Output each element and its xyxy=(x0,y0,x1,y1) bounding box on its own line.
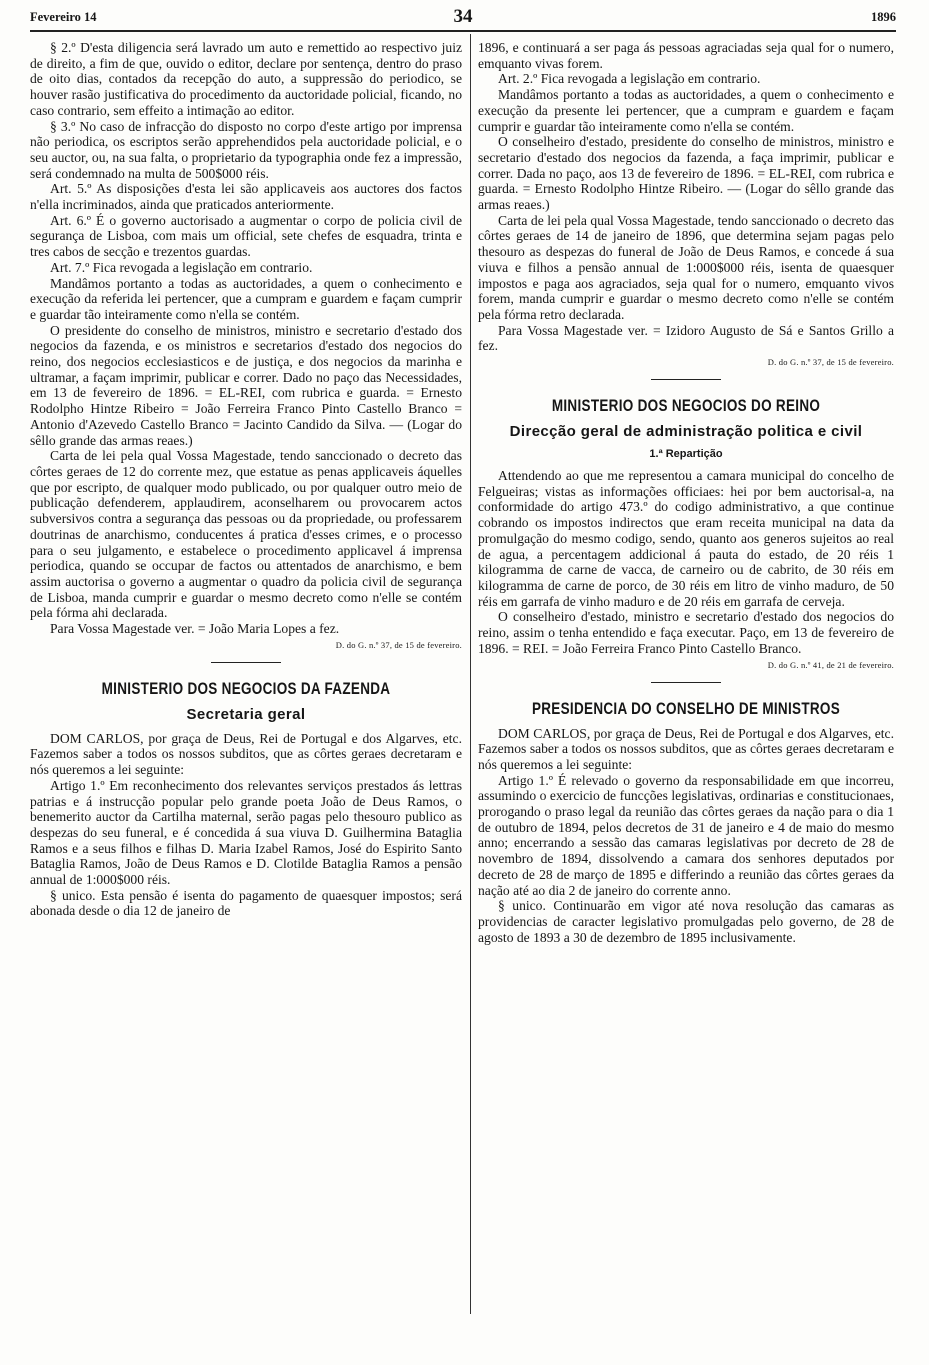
paragraph: Carta de lei pela qual Vossa Magestade, tendo sanccionado o decreto das côrtes geraes de 14 de janeiro de 1896, que determina sejam pagas pelo thesouro as despezas do funeral de João de Deus Ramos, e concede á sua viuva e filhos a pensão annual de 1:000$000 réis, isenta de quaesquer impostos e paga aos agraciados, seja qual for o numero, emquanto vivos forem, manda cumprir e guardar o mesmo decreto como n'elle se contém pela fórma retro declarada. xyxy=(478,212,894,322)
paragraph: DOM CARLOS, por graça de Deus, Rei de Portugal e dos Algarves, etc. Fazemos saber a todos os nossos subditos, que as côrtes geraes decretaram e nós queremos a lei seguinte: xyxy=(30,730,462,778)
paragraph: § 3.º No caso de infracção do disposto no corpo d'este artigo por imprensa não periodica, os escriptos serão apprehendidos pela auctoridade policial, e o seu auctor, ou, na sua falta, o proprietario da typographia onde fez a impressão, será condemnado na multa de 500$000 réis. xyxy=(30,118,462,181)
paragraph: O presidente do conselho de ministros, ministro e secretario d'estado dos negocios da fazenda, e os ministros e secretarios d'estado dos negocios do reino, dos negocios ecclesiasticos e de justiça, e dos negocios da marinha e ultramar, a façam imprimir, publicar e correr. Dado no paço das Necessidades, em 13 de fevereiro de 1896. = EL-REI, com rubrica e guarda. = Ernesto Rodolpho Hintze Ribeiro = João Ferreira Franco Pinto Castello Branco = Antonio d'Azevedo Castello Branco = Jacinto Candido da Silva. — (Logar do sêllo grande das armas reaes.) xyxy=(30,322,462,448)
column-divider xyxy=(470,34,471,1314)
paragraph: § 2.º D'esta diligencia será lavrado um auto e remettido ao respectivo juiz de direito, a fim de que, ouvido o editor, declare por sentença, dentro do praso de oito dias, contados da recepção do auto, a suppressão do periodico, se houver rasão justificativa do procedimento da auctoridade policial, ficando, no caso contrario, sem effeito a intimação ao editor. xyxy=(30,40,462,118)
source-citation: D. do G. n.º 37, de 15 de fevereiro. xyxy=(335,639,462,650)
source-citation: D. do G. n.º 41, de 21 de fevereiro. xyxy=(767,659,894,670)
paragraph: Attendendo ao que me representou a camara municipal do concelho de Felgueiras; vistas as informações officiaes: hei por bem auctorisal-a, na conformidade do artigo 473.º do codigo administrativo, a que continue cobrando os impostos indirectos que eram receita municipal na data da promulgação do mesmo codigo, sendo, quanto aos generos sujeitos ao real de agua, a percentagem addicional á pauta do estado, de 20 réis 1 kilogramma de carne de vacca, de carneiro ou de cabrito, de 30 réis em kilogramma de carne de porco, de 30 réis em litro de vinho maduro, de 50 réis em garrafa de vinho maduro e de 20 réis em garrafa de cerveja. xyxy=(478,468,894,609)
right-column xyxy=(478,40,894,1330)
section-separator xyxy=(211,662,281,663)
paragraph: Carta de lei pela qual Vossa Magestade, tendo sanccionado o decreto das côrtes geraes de 12 do corrente mez, que estatue as penas applicaveis áquelles que por escripto, de qualquer modo publicado, ou por qualquer outro meio de publicação defenderem, applaudirem, aconselharem ou provocarem actos subversivos contra a segurança das pessoas ou da propriedade, ou professarem doutrinas de anarchismo, conducentes á pratica d'esses crimes, e o processo para o seu julgamento, e estabelece o procedimento applicavel á imprensa periodica, quando se occupar de factos ou attentados de anarchismo, e bem assim auctorisa o governo a augmentar o quadro da policia civil de segurança de Lisboa, manda cumprir e guardar o mesmo decreto como n'elle se contém pela fórma ahi declarada. xyxy=(30,448,462,621)
paragraph: DOM CARLOS, por graça de Deus, Rei de Portugal e dos Algarves, etc. Fazemos saber a todos os nossos subditos, que as côrtes geraes decretaram e nós queremos a lei seguinte: xyxy=(478,725,894,772)
paragraph: Art. 5.º As disposições d'esta lei são applicaveis aos auctores dos factos n'ella incriminados, ainda que praticados anteriormente. xyxy=(30,181,462,213)
paragraph: Artigo 1.º É relevado o governo da responsabilidade em que incorreu, assumindo o exercicio de funcções legislativas, ordinarias e constitucionaes, prorogando o praso legal da reunião das côrtes geraes da nação para o dia 1 de outubro de 1894, pelos decretos de 31 de janeiro e 4 de maio do mesmo anno; encerrando a sessão das camaras legislativas por decreto de 28 de novembro de 1894, dissolvendo a camara dos senhores deputados por decreto de 28 de março de 1895 e differindo a reunião das côrtes geraes da nação até ao dia 2 de janeiro do corrente anno. xyxy=(478,772,894,898)
header-year: 1896 xyxy=(871,10,896,24)
section-subheading: Secretaria geral xyxy=(186,705,306,723)
paragraph: Art. 2.º Fica revogada a legislação em contrario. xyxy=(498,71,761,87)
section-separator xyxy=(651,682,721,683)
paragraph: § unico. Esta pensão é isenta do pagamento de quaesquer impostos; será abonada desde o dia 12 de janeiro de xyxy=(30,887,462,919)
paragraph: § unico. Continuarão em vigor até nova resolução das camaras as providencias de caracter legislativo promulgadas pelo governo, de 28 de agosto de 1893 a 30 de dezembro de 1895 inclusivamente. xyxy=(478,898,894,945)
page-header xyxy=(30,6,896,28)
paragraph: O conselheiro d'estado, ministro e secretario d'estado dos negocios do reino, assim o tenha entendido e faça executar. Paço, em 13 de fevereiro de 1896. = REI. = João Ferreira Franco Pinto Castello Branco. xyxy=(478,609,894,656)
paragraph: Mandâmos portanto a todas as auctoridades, a quem o conhecimento e execução da presente lei pertencer, que a cumpram e guardem e façam cumprir e guardar tão inteiramente como n'ella se contém. xyxy=(478,87,894,134)
paragraph: Artigo 1.º Em reconhecimento dos relevantes serviços prestados ás lettras patrias e á instrucção popular pelo grande poeta João de Deus Ramos, o benemerito auctor da Cartilha maternal, serão pagas pelo thesouro publico as despezas do seu funeral, e é concedida á sua viuva D. Guilhermina Bataglia Ramos e a seus filhos e filhas D. Maria Izabel Ramos, José do Espirito Santo Bataglia Ramos, João de Deus Ramos e D. Clotilde Bataglia Ramos a pensão annual de 1:000$000 réis. xyxy=(30,777,462,888)
paragraph: Art. 6.º É o governo auctorisado a augmentar o corpo de policia civil de segurança de Lisboa, com mais um official, sete chefes de esquadra, trinta e tres cabos de secção e trezentos guardas. xyxy=(30,212,462,260)
ministry-heading: MINISTERIO DOS NEGOCIOS DO REINO xyxy=(551,396,821,415)
section-separator xyxy=(651,379,721,380)
page-number: 34 xyxy=(453,6,473,27)
left-column xyxy=(30,40,462,1330)
header-date: Fevereiro 14 xyxy=(30,10,97,24)
paragraph: Para Vossa Magestade ver. = João Maria Lopes a fez. xyxy=(50,621,340,637)
paragraph: O conselheiro d'estado, presidente do conselho de ministros, ministro e secretario d'estado dos negocios da fazenda, a faça imprimir, publicar e correr. Dada no paço, aos 13 de fevereiro de 1896. = EL-REI, com rubrica e guarda. = Ernesto Rodolpho Hintze Ribeiro. — (Logar do sêllo grande das armas reaes.) xyxy=(478,134,894,213)
paragraph: Para Vossa Magestade ver. = Izidoro Augusto de Sá e Santos Grillo a fez. xyxy=(478,322,894,354)
source-citation: D. do G. n.º 37, de 15 de fevereiro. xyxy=(767,357,894,368)
header-rule xyxy=(30,30,896,32)
paragraph: Mandâmos portanto a todas as auctoridades, a quem o conhecimento e execução da referida lei pertencer, que a cumpram e guardem e façam cumprir e guardar tão inteiramente como n'ella se contém. xyxy=(30,275,462,322)
paragraph: Art. 7.º Fica revogada a legislação em contrario. xyxy=(50,259,313,275)
section-subheading: Direcção geral de administração politica e civil xyxy=(509,423,863,441)
ministry-heading: PRESIDENCIA DO CONSELHO DE MINISTROS xyxy=(531,698,841,718)
ministry-heading: MINISTERIO DOS NEGOCIOS DA FAZENDA xyxy=(101,678,391,698)
department-heading: 1.ª Repartição xyxy=(649,448,723,461)
paragraph: 1896, e continuará a ser paga ás pessoas agraciadas seja qual for o numero, emquanto vivas forem. xyxy=(478,40,894,71)
